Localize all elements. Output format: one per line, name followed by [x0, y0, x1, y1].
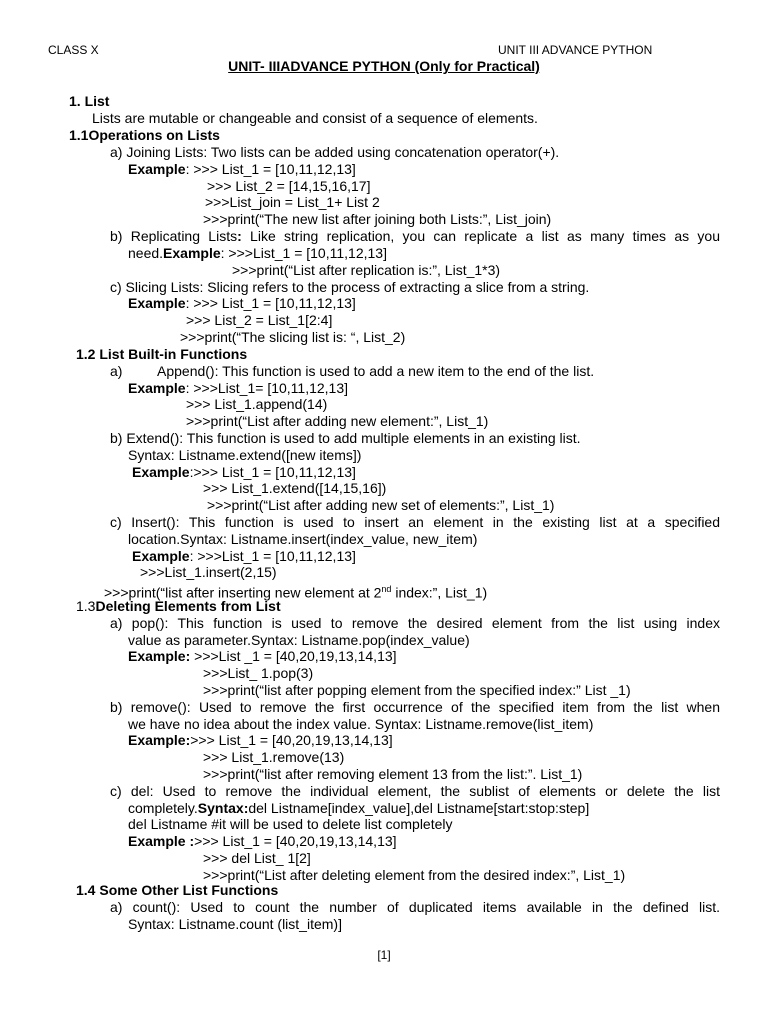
colon: : — [237, 228, 242, 244]
superscript: nd — [381, 584, 392, 594]
pop-example-line-3: >>>print(“list after popping element from the specified index:” List _1) — [203, 682, 631, 698]
insert-text-line-1: c) Insert(): This function is used to insert an element in the existing list at a specified — [110, 514, 720, 530]
code-text: :>>> List_1 = [10,11,12,13] — [189, 464, 356, 480]
insert-example-line-1 — [132, 548, 356, 565]
count-text-line-2: Syntax: Listname.count (list_item)] — [128, 916, 342, 932]
example-label: Example : — [128, 833, 195, 849]
replicating-desc: Like string replication, you can replicate a list as many times as you — [241, 228, 720, 244]
pop-text-line-1: a) pop(): This function is used to remove the desired element from the list using index — [110, 615, 720, 631]
slicing-lists-text: c) Slicing Lists: Slicing refers to the process of extracting a slice from a string. — [110, 279, 590, 295]
append-example-line-1 — [128, 380, 348, 397]
del-syntax: del Listname[index_value],del Listname[start:stop:step] — [248, 800, 590, 816]
del-text-line-1: c) del: Used to remove the individual element, the sublist of elements or delete the list — [110, 783, 720, 799]
del-text-line-3: del Listname #it will be used to delete list completely — [128, 816, 453, 832]
header-unit: UNIT III ADVANCE PYTHON — [498, 43, 653, 57]
example-label: Example — [128, 161, 186, 177]
code-text: >>>print(“list after inserting new element at 2 — [104, 584, 382, 601]
count-text-line-1: a) count(): Used to count the number of duplicated items available in the defined list. — [110, 899, 720, 915]
remove-example-line-2: >>> List_1.remove(13) — [203, 749, 345, 765]
code-text: : >>>List_1= [10,11,12,13] — [185, 380, 349, 396]
code-text: : >>> List_1 = [10,11,12,13] — [185, 295, 356, 311]
joining-example-line-1 — [128, 161, 356, 178]
code-text: : >>>List_1 = [10,11,12,13] — [220, 245, 387, 261]
section-1-4-heading: 1.4 Some Other List Functions — [76, 882, 279, 898]
extend-example-line-1 — [132, 464, 356, 481]
code-text: : >>>List_1 = [10,11,12,13] — [189, 548, 356, 564]
page-number: [1] — [377, 948, 391, 962]
replicating-label: b) Replicating Lists — [110, 228, 238, 244]
pop-text-line-2: value as parameter.Syntax: Listname.pop(index_value) — [128, 632, 470, 648]
section-1-2-heading: 1.2 List Built-in Functions — [76, 346, 248, 362]
del-completely: completely. — [128, 800, 198, 816]
example-label: Example — [163, 245, 221, 261]
append-example-line-3: >>>print(“List after adding new element:”, List_1) — [186, 413, 489, 429]
del-example-line-2: >>> del List_ 1[2] — [203, 850, 311, 866]
header-class: CLASS X — [48, 43, 99, 57]
code-text: index:”, List_1) — [391, 584, 488, 601]
extend-syntax: Syntax: Listname.extend([new items]) — [128, 447, 362, 463]
remove-example-line-1 — [128, 732, 393, 749]
pop-example-line-1 — [128, 648, 397, 665]
del-text-line-2 — [128, 800, 589, 817]
insert-text-line-2: location.Syntax: Listname.insert(index_value, new_item) — [128, 531, 478, 547]
section-1-1-heading: 1.1Operations on Lists — [69, 127, 220, 143]
pop-example-line-2: >>>List_ 1.pop(3) — [203, 665, 314, 681]
joining-example-line-2: >>> List_2 = [14,15,16,17] — [207, 178, 371, 194]
remove-example-line-3: >>>print(“list after removing element 13 from the list:”. List_1) — [203, 766, 583, 782]
slicing-example-line-2: >>> List_2 = List_1[2:4] — [186, 312, 333, 328]
extend-text: b) Extend(): This function is used to add multiple elements in an existing list. — [110, 430, 581, 446]
example-label: Example: — [128, 732, 191, 748]
del-example-line-3: >>>print(“List after deleting element from the desired index:”, List_1) — [203, 867, 626, 883]
joining-lists-text: a) Joining Lists: Two lists can be added using concatenation operator(+). — [110, 144, 560, 160]
example-label: Example — [132, 464, 190, 480]
joining-example-line-4: >>>print(“The new list after joining both Lists:”, List_join) — [203, 211, 552, 227]
page-title: UNIT- IIIADVANCE PYTHON (Only for Practical) — [228, 58, 540, 74]
example-label: Example — [128, 380, 186, 396]
example-label: Example — [128, 295, 186, 311]
replicating-example-line-1 — [128, 245, 387, 262]
append-example-line-2: >>> List_1.append(14) — [186, 396, 328, 412]
extend-example-line-2: >>> List_1.extend([14,15,16]) — [203, 480, 387, 496]
example-label: Example — [132, 548, 190, 564]
example-label: Example: — [128, 648, 191, 664]
remove-text-line-2: we have no idea about the index value. Syntax: Listname.remove(list_item) — [128, 716, 594, 732]
replicating-lists-text — [110, 228, 720, 245]
code-text: : >>> List_1 = [10,11,12,13] — [185, 161, 356, 177]
slicing-example-line-3: >>>print(“The slicing list is: “, List_2) — [180, 329, 406, 345]
remove-text-line-1: b) remove(): Used to remove the first occurrence of the specified item from the list when — [110, 699, 720, 715]
code-text: >>> List_1 = [40,20,19,13,14,13] — [190, 732, 393, 748]
append-text: Append(): This function is used to add a new item to the end of the list. — [157, 363, 595, 379]
code-text: >>> List_1 = [40,20,19,13,14,13] — [194, 833, 397, 849]
section-number: 1.3 — [76, 598, 96, 614]
code-text: >>>List _1 = [40,20,19,13,14,13] — [190, 648, 397, 664]
joining-example-line-3: >>>List_join = List_1+ List 2 — [205, 194, 380, 210]
section-1-heading: 1. List — [69, 93, 110, 109]
section-1-description: Lists are mutable or changeable and consist of a sequence of elements. — [92, 110, 538, 126]
replicating-example-line-2: >>>print(“List after replication is:”, List_1*3) — [232, 262, 501, 278]
slicing-example-line-1 — [128, 295, 356, 312]
append-label: a) — [110, 363, 123, 379]
extend-example-line-3: >>>print(“List after adding new set of elements:”, List_1) — [207, 497, 555, 513]
insert-example-line-2: >>>List_1.insert(2,15) — [140, 564, 277, 580]
section-title: Deleting Elements from List — [95, 598, 281, 614]
syntax-label: Syntax: — [197, 800, 249, 816]
section-1-3-heading — [76, 598, 281, 615]
need-text: need. — [128, 245, 164, 261]
del-example-line-1 — [128, 833, 397, 850]
